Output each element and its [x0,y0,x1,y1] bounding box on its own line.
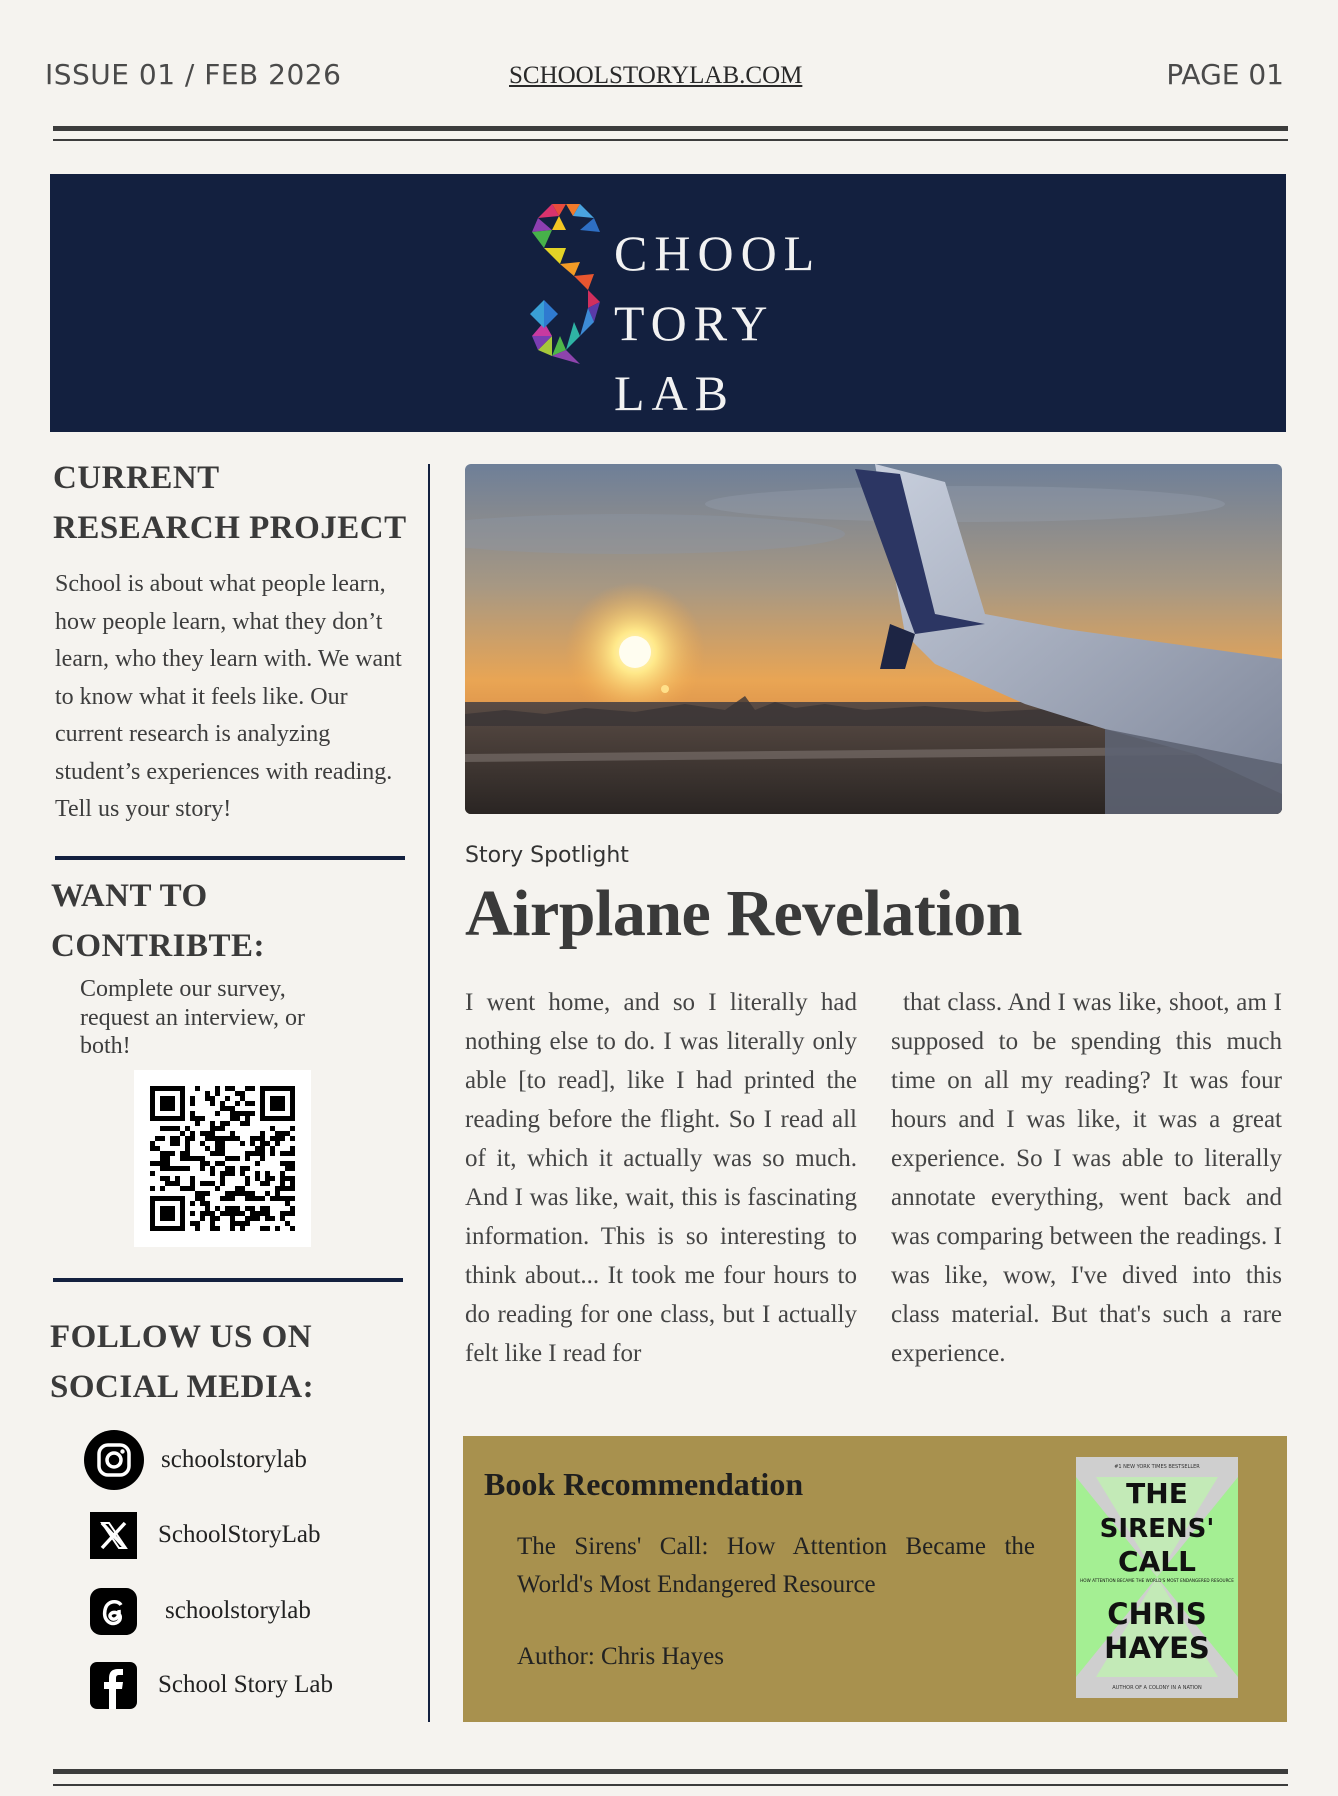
cover-title-2: SIRENS' [1099,1514,1215,1544]
contribute-heading-line-1: WANT TO [51,878,208,914]
social-label: schoolstorylab [165,1597,311,1624]
logo-wordmark [614,218,821,428]
cover-top-text: #1 NEW YORK TIMES BESTSELLER [1114,1464,1200,1470]
top-rule-thin [53,139,1288,141]
article-column-1: I went home, and so I literally had nothing else to do. I was literally only able [to read], like I had printed the reading before the flight. So I read all of it, which it actually was so much. And I was like, wait, this is fascinating information. This is so interesting to think about... It took me four hours to do reading for one class, but I actually felt like I read for [465,989,857,1367]
cover-subtitle: HOW ATTENTION BECAME THE WORLD'S MOST ENDANGERED RESOURCE [1080,1578,1234,1583]
column-divider [428,464,430,1722]
logo-line-2: TORY [614,295,775,351]
survey-qr-code[interactable] [134,1070,311,1247]
bottom-rule [53,1769,1288,1774]
article-headline: Airplane Revelation [465,877,1022,950]
book-author: Author: Chris Hayes [517,1643,724,1670]
threads-icon [90,1588,137,1635]
cover-title-3: CALL [1118,1545,1196,1578]
social-instagram[interactable] [83,1428,307,1492]
contribute-text: Complete our survey, request an interview, or both! [80,976,306,1059]
logo-s-mark [530,204,602,364]
book-cover-art [1076,1457,1238,1698]
social-x[interactable] [90,1503,321,1567]
research-text: School is about what people learn, how people learn, what they don’t learn, who they learn with. We want to know what it feels like. Our current research is analyzing student’s experiences with reading. Tell us your story! [55,571,402,822]
article-column-2: that class. And I was like, shoot, am I supposed to be spending this much time on all my reading? It was four hours and I was like, it was a great experience. So I was able to literally annotate everything, went back and was comparing between the readings. I was like, wow, I've dived into this class material. But that's such a rare experience. [891,989,1282,1367]
top-rule [53,126,1288,131]
issue-label: ISSUE 01 / FEB 2026 [45,58,342,91]
book-heading: Book Recommendation [484,1466,804,1502]
contribute-heading-line-2: CONTRIBTE: [51,928,266,964]
social-label: SchoolStoryLab [158,1521,321,1548]
instagram-icon [83,1429,145,1491]
research-heading-line-2: RESEARCH PROJECT [53,510,407,546]
page-number: PAGE 01 [1166,58,1284,91]
social-threads[interactable] [90,1579,311,1643]
research-heading-line-1: CURRENT [53,460,220,496]
cover-author-1: CHRIS [1107,1597,1207,1631]
bottom-rule-thin [53,1784,1288,1786]
logo-line-3: LAB [614,365,735,421]
cover-title-1: THE [1126,1477,1188,1510]
cover-author-2: HAYES [1104,1631,1210,1665]
cover-bottom-text: AUTHOR OF A COLONY IN A NATION [1112,1685,1202,1691]
sunset-airplane-photo [465,464,1282,814]
facebook-icon [90,1662,137,1709]
social-label: School Story Lab [158,1671,333,1698]
follow-heading [50,1312,314,1412]
follow-heading-line-2: SOCIAL MEDIA: [50,1369,315,1405]
section-divider [55,856,405,860]
qr-code-graphic [134,1070,311,1247]
book-cover [1076,1457,1238,1698]
logo-line-1: CHOOL [614,225,822,281]
social-label: schoolstorylab [161,1446,307,1473]
site-link[interactable]: SCHOOLSTORYLAB.COM [509,62,803,89]
section-divider-2 [53,1278,403,1282]
social-facebook[interactable] [90,1653,333,1717]
follow-heading-line-1: FOLLOW US ON [50,1319,313,1355]
article-kicker: Story Spotlight [465,843,629,868]
contribute-heading [51,871,265,971]
x-icon [90,1512,137,1559]
research-heading [53,453,407,553]
book-title: The Sirens' Call: How Attention Became the World's Most Endangered Resource [517,1533,1035,1598]
